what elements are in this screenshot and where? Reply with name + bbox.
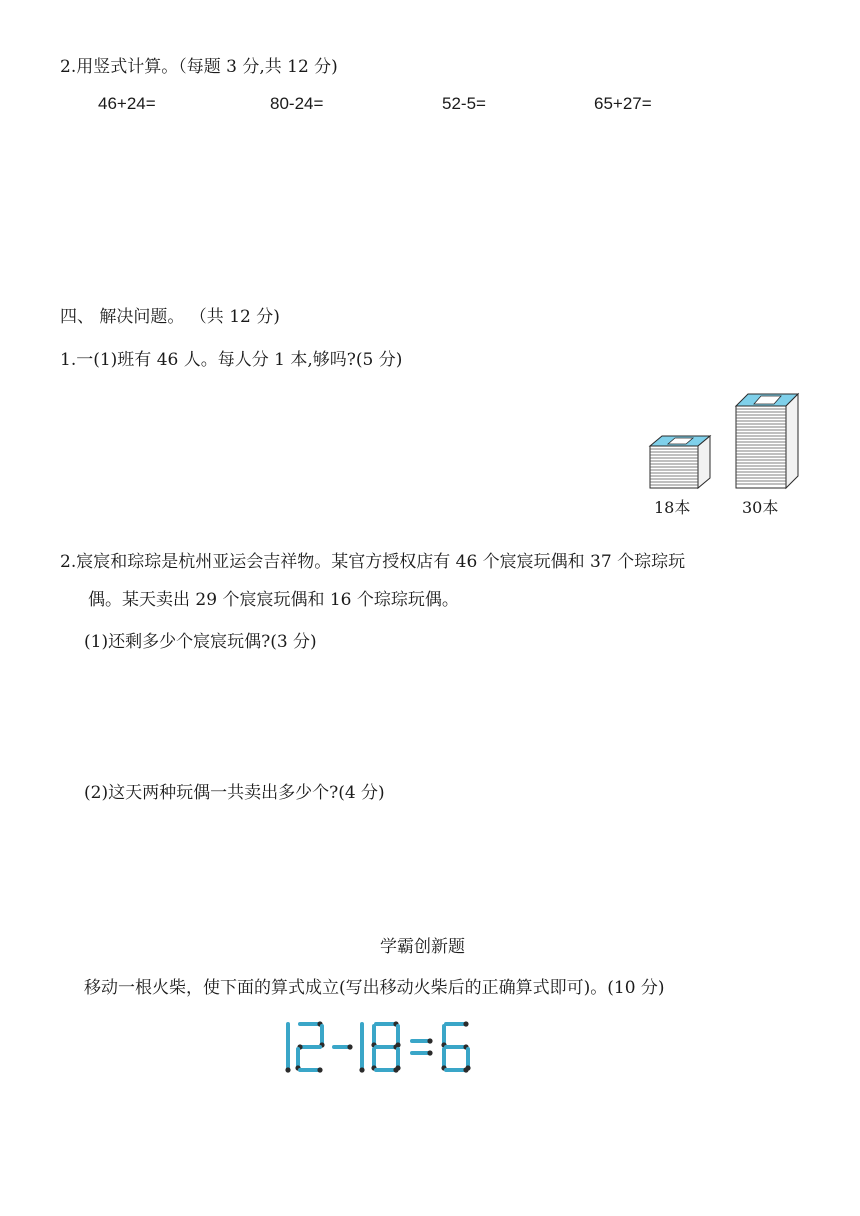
book-stack-small bbox=[650, 436, 710, 488]
matchhead bbox=[427, 1038, 432, 1043]
question2-sub1: (1)还剩多少个宸宸玩偶?(3 分) bbox=[84, 632, 317, 652]
question2-sub2: (2)这天两种玩偶一共卖出多少个?(4 分) bbox=[84, 783, 385, 803]
matchhead bbox=[359, 1067, 364, 1072]
matchstick-equation-figure bbox=[285, 1021, 470, 1072]
matchhead bbox=[285, 1067, 290, 1072]
question2-line2: 偶。某天卖出 29 个宸宸玩偶和 16 个琮琮玩偶。 bbox=[88, 590, 459, 610]
question1-text: 1.一(1)班有 46 人。每人分 1 本,够吗?(5 分) bbox=[60, 350, 403, 370]
matchhead bbox=[317, 1067, 322, 1072]
matchhead bbox=[463, 1067, 468, 1072]
book-stack-large-label: 30本 bbox=[742, 498, 779, 517]
book-stack-large bbox=[736, 394, 798, 488]
book-stack-small-label: 18本 bbox=[654, 498, 691, 517]
matchhead bbox=[427, 1050, 432, 1055]
matchhead bbox=[347, 1044, 352, 1049]
challenge-instruction: 移动一根火柴，使下面的算式成立(写出移动火柴后的正确算式即可)。(10 分) bbox=[84, 978, 665, 998]
calc-problem-2: 80-24= bbox=[270, 94, 324, 113]
matchhead bbox=[393, 1067, 398, 1072]
question2-line1: 2.宸宸和琮琮是杭州亚运会吉祥物。某官方授权店有 46 个宸宸玩偶和 37 个琮琮玩 bbox=[60, 552, 686, 572]
section2-heading: 2.用竖式计算。（每题 3 分,共 12 分) bbox=[60, 57, 338, 77]
matchstick-equation bbox=[278, 1016, 484, 1078]
calc-problem-4: 65+27= bbox=[594, 94, 652, 113]
book-stacks-illustration bbox=[640, 386, 800, 520]
calc-problem-3: 52-5= bbox=[442, 94, 486, 113]
challenge-title: 学霸创新题 bbox=[380, 937, 465, 957]
calc-problem-1: 46+24= bbox=[98, 94, 156, 113]
section4-heading: 四、 解决问题。 （共 12 分) bbox=[60, 307, 280, 327]
matchhead bbox=[463, 1021, 468, 1026]
